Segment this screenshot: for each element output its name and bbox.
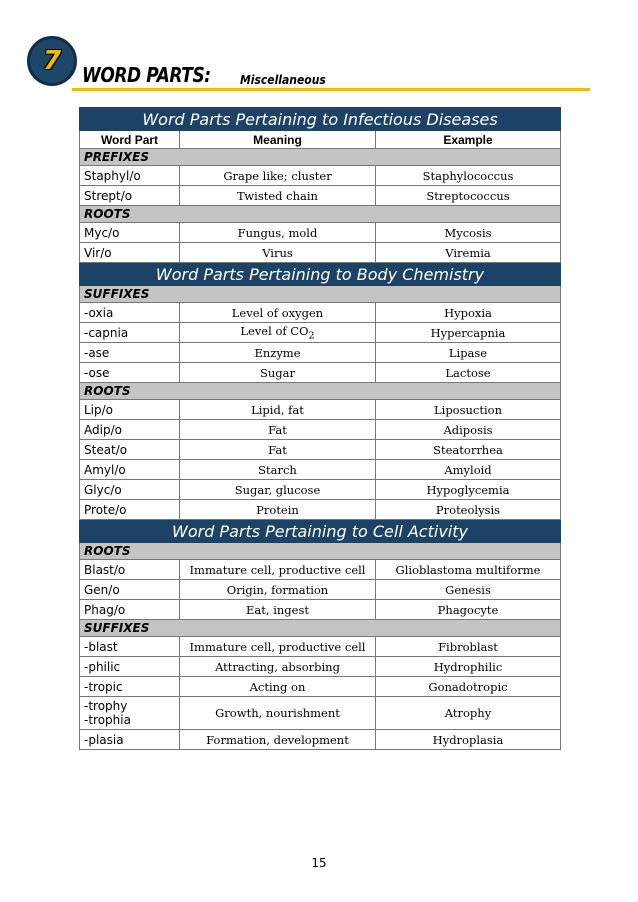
section-title: Word Parts Pertaining to Body Chemistry [80, 263, 561, 286]
table-row [80, 637, 561, 657]
meaning: Grape like; cluster [223, 168, 332, 183]
word-part-cell [80, 460, 180, 480]
meaning-cell [180, 460, 376, 480]
table-row [80, 560, 561, 580]
word-part-cell [80, 637, 180, 657]
word-part: Vir/o [84, 245, 112, 260]
page-subtitle: Miscellaneous [240, 73, 326, 87]
example-cell: Atrophy [376, 697, 561, 730]
page-title: WORD PARTS: [82, 63, 211, 87]
meaning-cell [180, 730, 376, 750]
column-header-row [80, 131, 561, 149]
meaning: Twisted chain [237, 188, 318, 203]
word-part: Amyl/o [84, 462, 126, 477]
table-row [80, 243, 561, 263]
table-row [80, 500, 561, 520]
word-part-cell [80, 697, 180, 730]
meaning-cell [180, 420, 376, 440]
meaning-cell [180, 440, 376, 460]
word-part: Strept/o [84, 188, 133, 203]
word-part-cell [80, 440, 180, 460]
meaning: Enzyme [254, 345, 301, 360]
meaning-cell [180, 600, 376, 620]
example-cell: Hypoglycemia [376, 480, 561, 500]
word-part: Adip/o [84, 422, 122, 437]
section-title-row [80, 520, 561, 543]
word-part: Steat/o [84, 442, 128, 457]
word-part: -blast [84, 639, 118, 654]
meaning: Immature cell, productive cell [189, 562, 366, 577]
meaning: Sugar, glucose [234, 482, 321, 497]
group-header-row [80, 620, 561, 637]
column-header: Word Part [80, 131, 180, 149]
word-part: Lip/o [84, 402, 114, 417]
meaning-cell [180, 657, 376, 677]
example-cell: Adiposis [376, 420, 561, 440]
example-cell: Liposuction [376, 400, 561, 420]
table-row [80, 730, 561, 750]
table-row [80, 400, 561, 420]
meaning: Level of oxygen [231, 305, 324, 320]
example-cell: Proteolysis [376, 500, 561, 520]
example-cell: Gonadotropic [376, 677, 561, 697]
word-part: -ose [84, 365, 110, 380]
table-row [80, 440, 561, 460]
word-part: -trophy [84, 699, 128, 713]
word-part-cell [80, 303, 180, 323]
meaning: Origin, formation [226, 582, 329, 597]
meaning-cell [180, 323, 376, 343]
meaning: Fat [268, 442, 287, 457]
table-row [80, 697, 561, 730]
example-cell: Mycosis [376, 223, 561, 243]
group-label: PREFIXES [80, 149, 561, 166]
meaning: Lipid, fat [251, 402, 304, 417]
word-part-cell [80, 420, 180, 440]
word-part-cell [80, 500, 180, 520]
word-part-cell [80, 363, 180, 383]
meaning-cell [180, 580, 376, 600]
word-part: -plasia [84, 732, 124, 747]
word-part: -oxia [84, 305, 114, 320]
example-cell: Hydroplasia [376, 730, 561, 750]
meaning: Virus [262, 245, 293, 260]
section-title: Word Parts Pertaining to Infectious Diseases [80, 108, 561, 131]
meaning-cell [180, 343, 376, 363]
group-label: ROOTS [80, 543, 561, 560]
meaning: Acting on [249, 679, 306, 694]
meaning-cell [180, 243, 376, 263]
table-row [80, 657, 561, 677]
word-part-cell [80, 600, 180, 620]
meaning: Eat, ingest [246, 602, 309, 617]
word-part: -ase [84, 345, 110, 360]
word-part-cell [80, 223, 180, 243]
meaning-cell [180, 560, 376, 580]
group-header-row [80, 149, 561, 166]
group-header-row [80, 543, 561, 560]
example-cell: Genesis [376, 580, 561, 600]
word-part-cell [80, 400, 180, 420]
meaning: Sugar [260, 365, 295, 380]
word-part-cell [80, 323, 180, 343]
word-part: Glyc/o [84, 482, 122, 497]
table-row [80, 600, 561, 620]
example-cell: Lactose [376, 363, 561, 383]
table-row [80, 223, 561, 243]
table-row [80, 480, 561, 500]
example-cell: Phagocyte [376, 600, 561, 620]
table-row [80, 166, 561, 186]
page-number: 15 [311, 856, 327, 870]
example-cell: Hypoxia [376, 303, 561, 323]
word-part-cell [80, 560, 180, 580]
word-parts-table-container [79, 107, 560, 750]
table-row [80, 343, 561, 363]
word-part: Staphyl/o [84, 168, 141, 183]
example-cell: Amyloid [376, 460, 561, 480]
meaning-cell [180, 223, 376, 243]
meaning: Starch [258, 462, 297, 477]
meaning-cell [180, 637, 376, 657]
example-cell: Staphylococcus [376, 166, 561, 186]
word-part: -philic [84, 659, 121, 674]
word-part-cell [80, 580, 180, 600]
example-cell: Streptococcus [376, 186, 561, 206]
meaning-cell [180, 186, 376, 206]
title-underline [72, 88, 590, 91]
table-row [80, 363, 561, 383]
group-header-row [80, 286, 561, 303]
group-label: ROOTS [80, 206, 561, 223]
example-cell: Viremia [376, 243, 561, 263]
meaning: Formation, development [206, 732, 349, 747]
word-part-cell [80, 343, 180, 363]
section-title: Word Parts Pertaining to Cell Activity [80, 520, 561, 543]
chapter-number: 7 [42, 46, 62, 76]
word-part-cell [80, 730, 180, 750]
group-label: SUFFIXES [80, 620, 561, 637]
example-cell: Lipase [376, 343, 561, 363]
word-part-alt: -trophia [84, 713, 131, 727]
section-title-row [80, 108, 561, 131]
example-cell: Steatorrhea [376, 440, 561, 460]
meaning-cell [180, 677, 376, 697]
word-part-cell [80, 677, 180, 697]
word-part-cell [80, 243, 180, 263]
group-header-row [80, 206, 561, 223]
meaning: Fungus, mold [237, 225, 318, 240]
chapter-header [0, 0, 638, 110]
word-part: Prote/o [84, 502, 127, 517]
group-header-row [80, 383, 561, 400]
meaning: Fat [268, 422, 287, 437]
meaning: Attracting, absorbing [215, 659, 340, 674]
word-part: Gen/o [84, 582, 120, 597]
meaning: Level of CO [240, 323, 309, 338]
table-row [80, 303, 561, 323]
word-part-cell [80, 480, 180, 500]
example-cell: Fibroblast [376, 637, 561, 657]
meaning-cell [180, 400, 376, 420]
word-part: Blast/o [84, 562, 126, 577]
meaning-cell [180, 166, 376, 186]
meaning: Growth, nourishment [215, 706, 340, 720]
chapter-badge [27, 36, 77, 86]
word-part: Phag/o [84, 602, 126, 617]
meaning-cell [180, 303, 376, 323]
word-part-cell [80, 186, 180, 206]
table-row [80, 677, 561, 697]
word-part: Myc/o [84, 225, 120, 240]
word-parts-table [79, 107, 561, 750]
table-row [80, 420, 561, 440]
meaning-cell [180, 697, 376, 730]
meaning-cell [180, 363, 376, 383]
meaning-cell [180, 480, 376, 500]
section-title-row [80, 263, 561, 286]
example-cell: Glioblastoma multiforme [376, 560, 561, 580]
table-row [80, 460, 561, 480]
meaning-subscript: 2 [308, 330, 315, 342]
word-part: -capnia [84, 325, 129, 340]
meaning: Protein [256, 502, 299, 517]
column-header: Example [376, 131, 561, 149]
word-part-cell [80, 166, 180, 186]
group-label: ROOTS [80, 383, 561, 400]
example-cell: Hydrophilic [376, 657, 561, 677]
table-row [80, 186, 561, 206]
word-part-cell [80, 657, 180, 677]
example-cell: Hypercapnia [376, 323, 561, 343]
table-row [80, 580, 561, 600]
column-header: Meaning [180, 131, 376, 149]
table-row [80, 323, 561, 343]
meaning-cell [180, 500, 376, 520]
group-label: SUFFIXES [80, 286, 561, 303]
meaning: Immature cell, productive cell [189, 639, 366, 654]
word-part: -tropic [84, 679, 123, 694]
